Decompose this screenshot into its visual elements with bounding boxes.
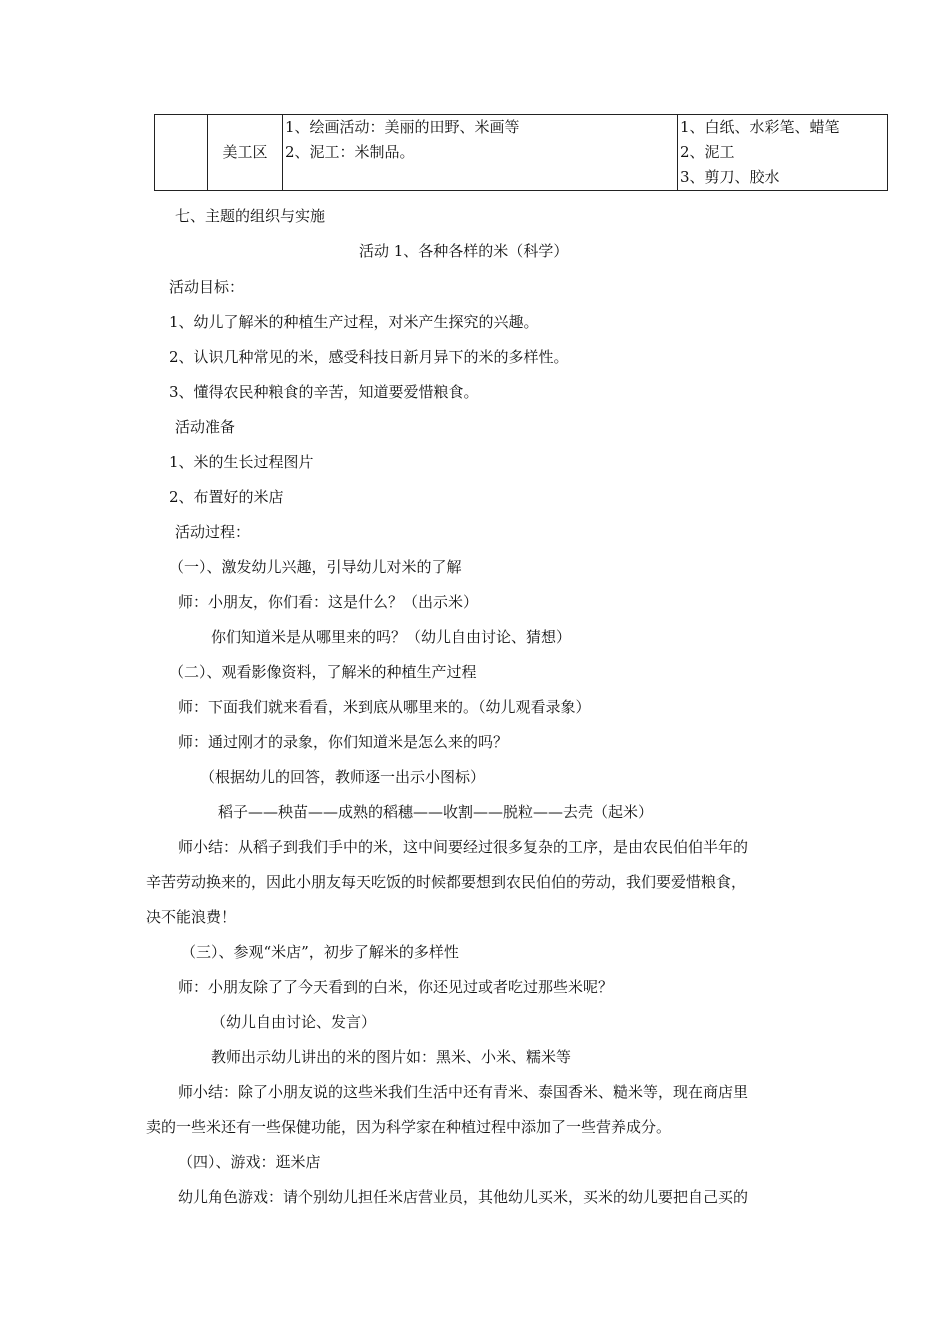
activity-area-table <box>154 114 888 191</box>
subheading-preparation: 活动准备 <box>175 418 236 436</box>
process-step-heading: （一）、激发幼儿兴趣，引导幼儿对米的了解 <box>169 558 462 576</box>
dialogue-line: 师：下面我们就来看看，米到底从哪里来的。（幼儿观看录象） <box>178 698 591 716</box>
goal-item: 3、懂得农民种粮食的辛苦，知道要爱惜粮食。 <box>169 383 479 401</box>
dialogue-line: （幼儿自由讨论、发言） <box>211 1013 377 1031</box>
preparation-item: 2、布置好的米店 <box>169 488 284 506</box>
activity-item: 2、泥工：米制品。 <box>285 143 415 161</box>
activity-title: 活动 1、各种各样的米（科学） <box>359 242 569 260</box>
goal-item: 1、幼儿了解米的种植生产过程，对米产生探究的兴趣。 <box>169 313 539 331</box>
dialogue-line: 师：小朋友除了了今天看到的白米，你还见过或者吃过那些米呢？ <box>178 978 614 996</box>
summary-line: 决不能浪费！ <box>146 908 237 926</box>
summary-line: 卖的一些米还有一些保健功能，因为科学家在种植过程中添加了一些营养成分。 <box>146 1118 672 1136</box>
material-item: 3、剪刀、胶水 <box>680 168 780 186</box>
materials-cell <box>678 115 888 191</box>
table-row <box>155 115 888 191</box>
dialogue-line: （根据幼儿的回答，教师逐一出示小图标） <box>200 768 486 786</box>
summary-line: 师小结：从稻子到我们手中的米，这中间要经过很多复杂的工序，是由农民伯伯半年的 <box>178 838 749 856</box>
summary-line: 辛苦劳动换来的，因此小朋友每天吃饭的时候都要想到农民伯伯的劳动，我们要爱惜粮食， <box>146 873 747 891</box>
process-step-heading: （四）、游戏：逛米店 <box>178 1153 321 1171</box>
process-sequence: 稻子——秧苗——成熟的稻穗——收割——脱粒——去壳（起米） <box>218 803 654 821</box>
table-cell-empty <box>155 115 208 191</box>
goal-item: 2、认识几种常见的米，感受科技日新月异下的米的多样性。 <box>169 348 569 366</box>
process-step-heading: （二）、观看影像资料，了解米的种植生产过程 <box>169 663 477 681</box>
zone-cell: 美工区 <box>208 115 283 191</box>
subheading-process: 活动过程： <box>175 523 251 541</box>
dialogue-line: 你们知道米是从哪里来的吗？（幼儿自由讨论、猜想） <box>211 628 572 646</box>
game-description: 幼儿角色游戏：请个别幼儿担任米店营业员，其他幼儿买米，买米的幼儿要把自己买的 <box>178 1188 749 1206</box>
material-item: 2、泥工 <box>680 143 735 161</box>
activities-cell <box>283 115 678 191</box>
material-item: 1、白纸、水彩笔、蜡笔 <box>680 118 840 136</box>
dialogue-line: 师：通过刚才的录象，你们知道米是怎么来的吗？ <box>178 733 509 751</box>
dialogue-line: 教师出示幼儿讲出的米的图片如：黑米、小米、糯米等 <box>211 1048 572 1066</box>
dialogue-line: 师：小朋友，你们看：这是什么？（出示米） <box>178 593 479 611</box>
subheading-goals: 活动目标： <box>169 278 245 296</box>
preparation-item: 1、米的生长过程图片 <box>169 453 314 471</box>
process-step-heading: （三）、参观“米店”，初步了解米的多样性 <box>181 943 459 961</box>
activity-item: 1、绘画活动：美丽的田野、米画等 <box>285 118 520 136</box>
section-heading: 七、主题的组织与实施 <box>175 207 326 225</box>
summary-line: 师小结：除了小朋友说的这些米我们生活中还有青米、泰国香米、糙米等，现在商店里 <box>178 1083 749 1101</box>
